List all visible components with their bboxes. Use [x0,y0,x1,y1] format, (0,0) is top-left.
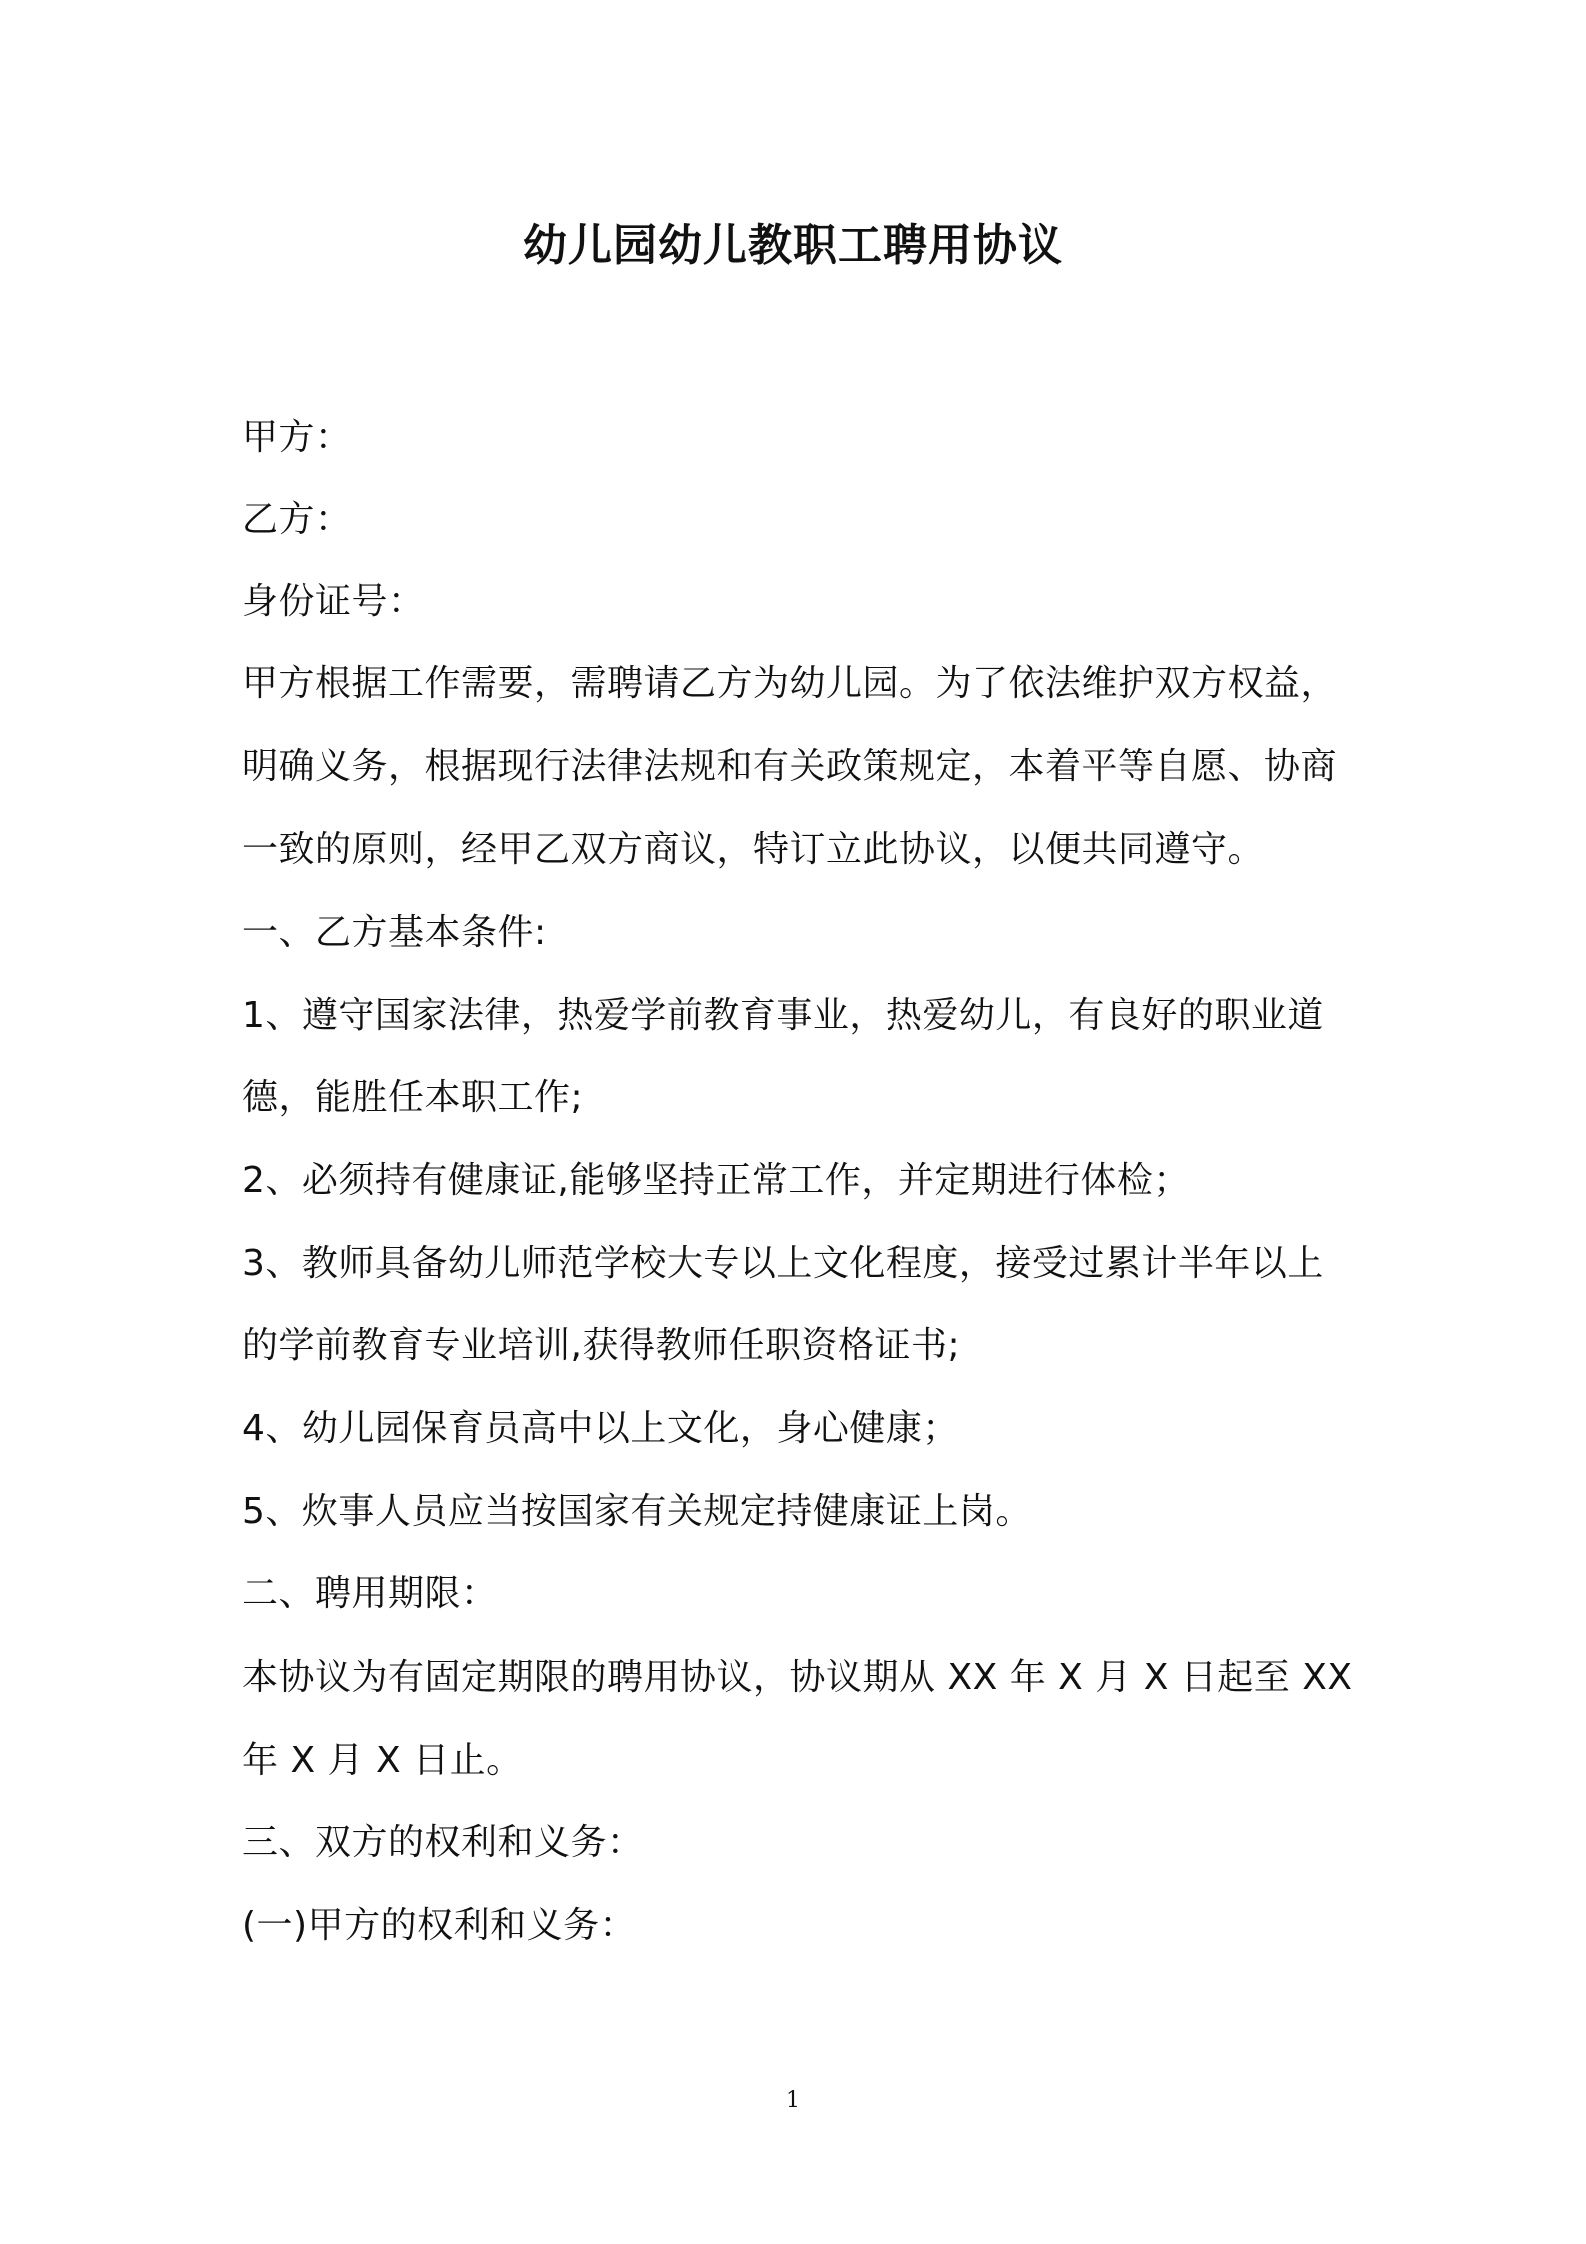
clause-line: 3、教师具备幼儿师范学校大专以上文化程度，接受过累计半年以上 [242,1243,1324,1284]
document-title: 幼儿园幼儿教职工聘用协议 [523,220,1063,271]
clause-line: 5、炊事人员应当按国家有关规定持健康证上岗。 [242,1491,1032,1532]
intro-paragraph-line: 一致的原则，经甲乙双方商议，特订立此协议，以便共同遵守。 [242,829,1265,870]
party-b-line: 乙方： [242,499,352,540]
section-heading: 一、乙方基本条件: [242,912,547,953]
clause-line: 的学前教育专业培训,获得教师任职资格证书; [242,1325,961,1366]
party-a-line: 甲方： [242,417,352,458]
page-number: 1 [786,2088,800,2113]
clause-line: 4、幼儿园保育员高中以上文化，身心健康； [242,1408,959,1449]
intro-paragraph-line: 明确义务，根据现行法律法规和有关政策规定，本着平等自愿、协商 [242,746,1338,787]
clause-line: 德，能胜任本职工作; [242,1077,584,1118]
id-number-line: 身份证号： [242,581,425,622]
clause-line: 1、遵守国家法律，热爱学前教育事业，热爱幼儿，有良好的职业道 [242,995,1324,1036]
clause-line: 2、必须持有健康证,能够坚持正常工作，并定期进行体检； [242,1160,1190,1201]
section-heading: 二、聘用期限： [242,1573,498,1614]
section-heading: 三、双方的权利和义务： [242,1822,644,1863]
intro-paragraph-line: 甲方根据工作需要，需聘请乙方为幼儿园。为了依法维护双方权益， [242,663,1338,704]
term-line: 年 X 月 X 日止。 [242,1740,523,1781]
term-line: 本协议为有固定期限的聘用协议，协议期从 XX 年 X 月 X 日起至 XX [242,1657,1353,1698]
subsection-heading: (一)甲方的权利和义务： [242,1905,637,1946]
